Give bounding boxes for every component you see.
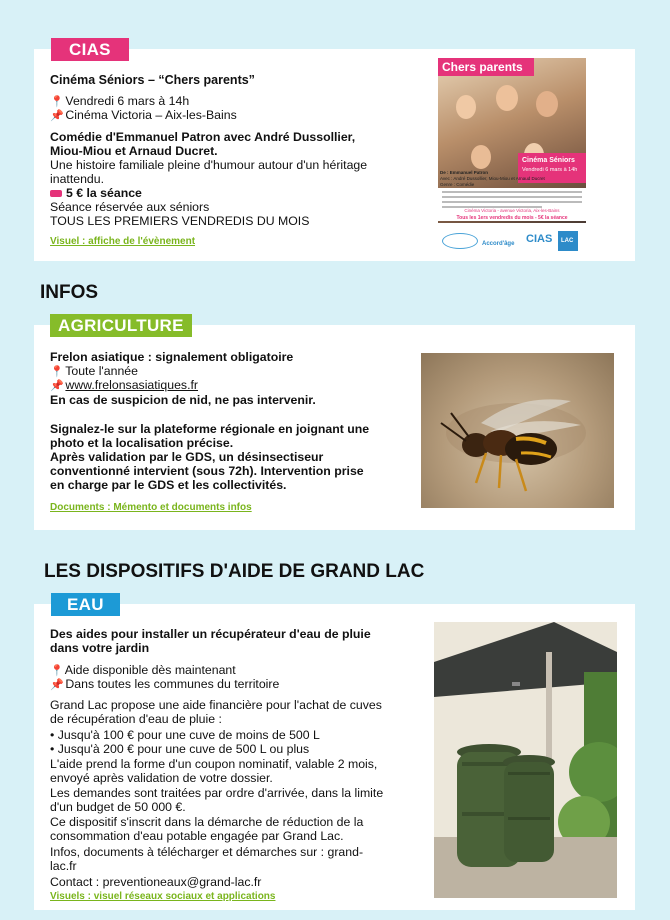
eau-where bbox=[50, 677, 279, 692]
eau-l6: envoyé après validation de votre dossier. bbox=[50, 771, 273, 785]
poster-credits2: Avec : André Dussollier, Miou-Miou et Arnaud Ducret bbox=[440, 176, 545, 181]
infos-heading: INFOS bbox=[40, 282, 99, 303]
cias-price-text: 5 € la séance bbox=[66, 186, 142, 200]
cias-date bbox=[50, 94, 189, 109]
eau-title2: dans votre jardin bbox=[50, 641, 150, 655]
cias-reserved: Séance réservée aux séniors bbox=[50, 200, 210, 214]
cias-visual-link[interactable]: Visuel : affiche de l'évènement bbox=[50, 236, 196, 247]
poster-logo3: LAC bbox=[561, 238, 574, 244]
poster-logo2: CIAS bbox=[526, 233, 553, 245]
poster-text-line bbox=[442, 196, 582, 198]
pin-icon: 📍 bbox=[50, 96, 64, 108]
eau-l1: Grand Lac propose une aide financière pour l'achat de cuves bbox=[50, 698, 382, 712]
eau-l12: lac.fr bbox=[50, 859, 77, 873]
agri-title: Frelon asiatique : signalement obligatoire bbox=[50, 350, 294, 364]
rain-barrels-icon bbox=[434, 622, 617, 898]
ticket-icon bbox=[50, 190, 62, 197]
poster-face bbox=[456, 95, 476, 119]
agri-p2: photo et la localisation précise. bbox=[50, 436, 234, 450]
agri-p3: Après validation par le GDS, un désinsectiseur bbox=[50, 450, 324, 464]
eau-contact: Contact : preventioneaux@grand-lac.fr bbox=[50, 875, 262, 889]
eau-avail bbox=[50, 663, 236, 678]
cias-place bbox=[50, 108, 237, 123]
eau-l2: de récupération d'eau de pluie : bbox=[50, 712, 222, 726]
poster-banner1: Cinéma Séniors bbox=[522, 157, 575, 164]
agri-tag: AGRICULTURE bbox=[50, 314, 192, 337]
cias-price bbox=[50, 186, 142, 200]
cias-schedule: TOUS LES PREMIERS VENDREDIS DU MOIS bbox=[50, 214, 310, 228]
eau-l7: Les demandes sont traitées par ordre d'arrivée, dans la limite bbox=[50, 786, 384, 800]
agri-url bbox=[50, 378, 198, 393]
cias-desc2: Miou-Miou et Arnaud Ducret. bbox=[50, 144, 218, 158]
rain-barrel-photo bbox=[434, 622, 617, 898]
pushpin-icon: 📌 bbox=[50, 110, 64, 122]
poster-face bbox=[536, 91, 558, 117]
agri-when bbox=[50, 364, 138, 379]
cias-place-text: Cinéma Victoria – Aix-les-Bains bbox=[65, 108, 237, 122]
cias-desc1: Comédie d'Emmanuel Patron avec André Dussollier, bbox=[50, 130, 356, 144]
hornet-icon bbox=[421, 353, 614, 508]
eau-l8: d'un budget de 50 000 €. bbox=[50, 800, 186, 814]
pushpin-icon: 📌 bbox=[50, 679, 64, 691]
eau-l11: Infos, documents à télécharger et démarches sur : grand- bbox=[50, 845, 364, 859]
poster-place: Cinéma Victoria - avenue Victoria, Aix-les-Bains bbox=[464, 208, 560, 213]
poster-banner2: Vendredi 6 mars à 14h bbox=[522, 167, 578, 173]
eau-l4: • Jusqu'à 200 € pour une cuve de 500 L ou plus bbox=[50, 742, 310, 756]
poster-face bbox=[471, 145, 491, 169]
agri-p1: Signalez-le sur la plateforme régionale en joignant une bbox=[50, 422, 370, 436]
eau-l9: Ce dispositif s'inscrit dans la démarche de réduction de la bbox=[50, 815, 364, 829]
poster-text-line bbox=[442, 201, 582, 203]
cias-desc4: inattendu. bbox=[50, 172, 105, 186]
poster-credits3: Genre : Comédie bbox=[440, 182, 475, 187]
cias-date-text: Vendredi 6 mars à 14h bbox=[65, 94, 190, 108]
poster-text-line bbox=[442, 191, 582, 193]
eau-visuals-link[interactable]: Visuels : visuel réseaux sociaux et applications bbox=[50, 891, 276, 902]
eau-avail-text: Aide disponible dès maintenant bbox=[64, 663, 236, 677]
cias-desc3: Une histoire familiale pleine d'humour autour d'un héritage bbox=[50, 158, 368, 172]
poster-logo1: Accord'âge bbox=[482, 241, 515, 247]
poster-logo-oval bbox=[442, 233, 478, 249]
eau-tag: EAU bbox=[51, 593, 120, 616]
grandlac-heading: LES DISPOSITIFS D'AIDE DE GRAND LAC bbox=[44, 561, 425, 582]
poster-face bbox=[496, 85, 518, 111]
pin-icon: 📍 bbox=[50, 665, 64, 677]
pushpin-icon: 📌 bbox=[50, 380, 64, 392]
agri-warn: En cas de suspicion de nid, ne pas intervenir. bbox=[50, 393, 316, 407]
agri-p5: en charge par le GDS et les collectivités. bbox=[50, 478, 287, 492]
agri-docs-link[interactable]: Documents : Mémento et documents infos bbox=[50, 502, 252, 513]
agri-p4: conventionné intervient (sous 72h). Intervention prise bbox=[50, 464, 364, 478]
hornet-photo bbox=[421, 353, 614, 508]
pin-icon: 📍 bbox=[50, 366, 64, 378]
eau-where-text: Dans toutes les communes du territoire bbox=[65, 677, 280, 691]
agri-url-link[interactable]: www.frelonsasiatiques.fr bbox=[65, 378, 199, 392]
eau-title1: Des aides pour installer un récupérateur d'eau de pluie bbox=[50, 627, 371, 641]
cias-title: Cinéma Séniors – “Chers parents” bbox=[50, 73, 255, 87]
poster-schedule: Tous les 1ers vendredis du mois - 5€ la séance bbox=[456, 215, 568, 221]
agri-when-text: Toute l'année bbox=[65, 364, 138, 378]
eau-l10: consommation d'eau potable engagée par Grand Lac. bbox=[50, 829, 344, 843]
cias-poster bbox=[436, 55, 588, 255]
eau-l5: L'aide prend la forme d'un coupon nominatif, valable 2 mois, bbox=[50, 757, 378, 771]
poster-credits1: De : Emmanuel Patron bbox=[440, 170, 489, 175]
poster-title: Chers parents bbox=[442, 60, 523, 74]
cias-tag: CIAS bbox=[51, 38, 129, 61]
eau-l3: • Jusqu'à 100 € pour une cuve de moins de 500 L bbox=[50, 728, 320, 742]
